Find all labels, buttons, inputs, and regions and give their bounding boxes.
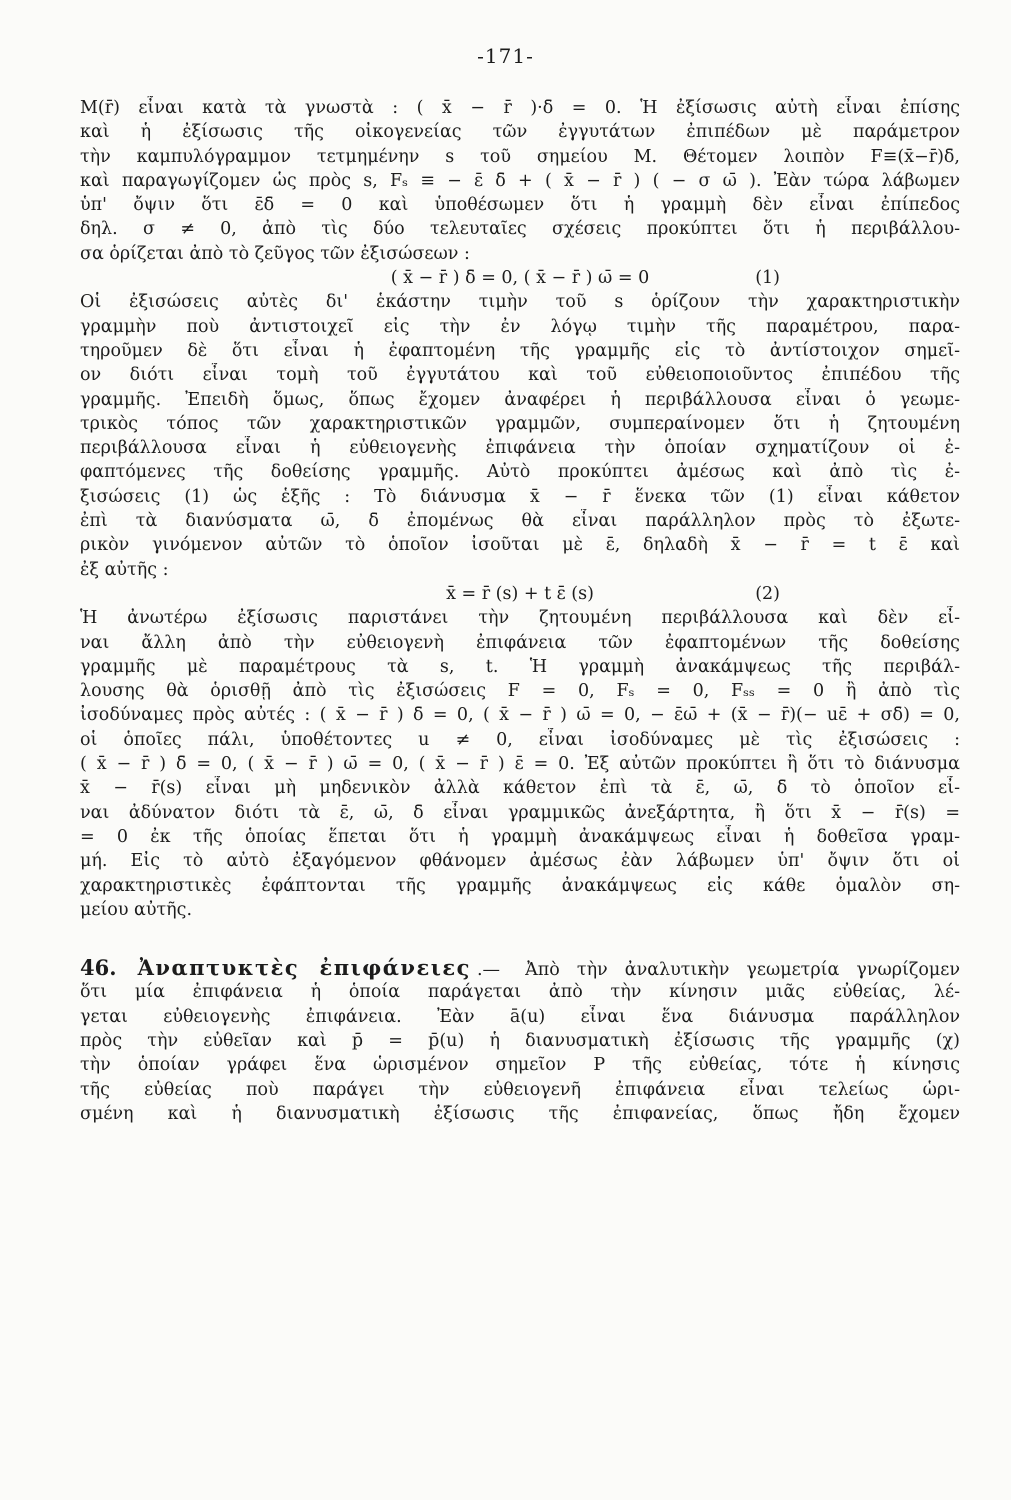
text-line: λουσης θὰ ὁρισθῇ ἀπὸ τὶς ἐξισώσεις F = 0, Fₛ = 0, Fₛₛ = 0 ἢ ἀπὸ τὶς	[80, 681, 960, 702]
text-line: ὅτι μία ἐπιφάνεια ἡ ὁποία παράγεται ἀπὸ τὴν κίνησιν μιᾶς εὐθείας, λέ-	[80, 982, 960, 1003]
text-line: γραμμῆς. Ἐπειδὴ ὅμως, ὅπως ἔχομεν ἀναφέρει ἡ περιβάλλουσα εἶναι ὁ γεωμε-	[80, 389, 960, 410]
equation-2-number: (2)	[755, 583, 780, 604]
section-dash: .—	[476, 960, 501, 981]
text-line: χαρακτηριστικὲς ἐφάπτονται τῆς γραμμῆς ἀνακάμψεως εἰς κάθε ὁμαλὸν ση-	[80, 875, 960, 896]
text-line: Οἱ ἐξισώσεις αὐτὲς δι' ἑκάστην τιμὴν τοῦ s ὁρίζουν τὴν χαρακτηριστικὴν	[80, 292, 960, 313]
text-line: = 0 ἐκ τῆς ὁποίας ἕπεται ὅτι ἡ γραμμὴ ἀνακάμψεως εἶναι ἡ δοθεῖσα γραμ-	[80, 826, 960, 847]
text-line: ὑπ' ὄψιν ὅτι ε̄δ̄ = 0 καὶ ὑποθέσωμεν ὅτι ἡ γραμμὴ δὲν εἶναι ἐπίπεδος	[80, 195, 960, 216]
text-line: σα ὁρίζεται ἀπὸ τὸ ζεῦγος τῶν ἐξισώσεων :	[80, 243, 470, 264]
equation-2-text: x̄ = r̄ (s) + t ε̄ (s)	[446, 583, 594, 604]
text-line: γραμμὴν ποὺ ἀντιστοιχεῖ εἰς τὴν ἐν λόγῳ τιμὴν τῆς παραμέτρου, παρα-	[80, 316, 960, 337]
text-line: Ἡ ἀνωτέρω ἐξίσωσις παριστάνει τὴν ζητουμένη περιβάλλουσα καὶ δὲν εἶ-	[80, 608, 960, 629]
text-line: τηροῦμεν δὲ ὅτι εἶναι ἡ ἐφαπτομένη τῆς γραμμῆς εἰς τὸ ἀντίστοιχον σημεῖ-	[80, 340, 960, 361]
section-title: Ἀναπτυκτὲς ἐπιφάνειες	[137, 956, 471, 981]
section-number: 46.	[80, 956, 117, 981]
text-line: σμένη καὶ ἡ διανυσματικὴ ἐξίσωσις τῆς ἐπιφανείας, ὅπως ἤδη ἔχομεν	[80, 1103, 960, 1124]
text-line: τῆς εὐθείας ποὺ παράγει τὴν εὐθειογενῆ ἐπιφάνεια εἶναι τελείως ὡρι-	[80, 1079, 960, 1100]
text-line: καὶ παραγωγίζομεν ὡς πρὸς s, Fₛ ≡ − ε̄ δ̄ + ( x̄ − r̄ ) ( − σ ω̄ ). Ἐὰν τώρα λάβωμεν	[80, 170, 960, 191]
text-line: οἱ ὁποῖες πάλι, ὑποθέτοντες u ≠ 0, εἶναι ἰσοδύναμες μὲ τὶς ἐξισώσεις :	[80, 729, 960, 750]
text-line: ἐξ αὐτῆς :	[80, 559, 169, 580]
text-line: ον διότι εἶναι τομὴ τοῦ ἐγγυτάτου καὶ τοῦ εὐθειοποιοῦντος ἐπιπέδου τῆς	[80, 365, 960, 386]
text-line: καὶ ἡ ἐξίσωσις τῆς οἰκογενείας τῶν ἐγγυτάτων ἐπιπέδων μὲ παράμετρον	[80, 122, 960, 143]
text-line: μείου αὐτῆς.	[80, 899, 193, 920]
text-line: μή. Εἰς τὸ αὐτὸ ἐξαγόμενον φθάνομεν ἀμέσως ἐὰν λάβωμεν ὑπ' ὄψιν ὅτι οἱ	[80, 851, 960, 872]
section-gap	[80, 922, 960, 956]
text-line: ( x̄ − r̄ ) δ̄ = 0, ( x̄ − r̄ ) ω̄ = 0, ( x̄ − r̄ ) ε̄ = 0. Ἐξ αὐτῶν προκύπτει ἢ ὅτι τὸ διάνυσμα	[80, 754, 960, 775]
text-line: δηλ. σ ≠ 0, ἀπὸ τὶς δύο τελευταῖες σχέσεις προκύπτει ὅτι ἡ περιβάλλου-	[80, 219, 960, 240]
text-line: τὴν ὁποίαν γράφει ἕνα ὡρισμένον σημεῖον P τῆς εὐθείας, τότε ἡ κίνησις	[80, 1055, 960, 1076]
text-line: ἐπὶ τὰ διανύσματα ω̄, δ̄ ἐπομένως θὰ εἶναι παράλληλον πρὸς τὸ ἐξωτε-	[80, 511, 960, 532]
text-line: ἰσοδύναμες πρὸς αὐτές : ( x̄ − r̄ ) δ̄ = 0, ( x̄ − r̄ ) ω̄ = 0, − ε̄ω̄ + (x̄ − r̄)(− uε̄ + σδ̄) = 0,	[80, 705, 960, 726]
text-line: γεται εὐθειογενὴς ἐπιφάνεια. Ἐὰν ā(u) εἶναι ἕνα διάνυσμα παράλληλον	[80, 1006, 960, 1027]
page-number: -171-	[477, 44, 534, 68]
body-text	[80, 96, 960, 1126]
equation-1-number: (1)	[755, 268, 780, 289]
text-line: Μ(r̄) εἶναι κατὰ τὰ γνωστὰ : ( x̄ − r̄ )·δ̄ = 0. Ἡ ἐξίσωσις αὐτὴ εἶναι ἐπίσης	[80, 98, 960, 118]
text-line: πρὸς τὴν εὐθεῖαν καὶ p̄ = p̄(u) ἡ διανυσματικὴ ἐξίσωσις τῆς γραμμῆς (χ)	[80, 1030, 960, 1051]
text-line: γραμμῆς μὲ παραμέτρους τὰ s, t. Ἡ γραμμὴ ἀνακάμψεως τῆς περιβάλ-	[80, 656, 960, 677]
equation-2	[80, 582, 960, 606]
text-line: ναι ἄλλη ἀπὸ τὴν εὐθειογενὴ ἐπιφάνεια τῶν ἐφαπτομένων τῆς δοθείσης	[80, 632, 960, 653]
text-line: x̄ − r̄(s) εἶναι μὴ μηδενικὸν ἀλλὰ κάθετον ἐπὶ τὰ ε̄, ω̄, δ̄ τὸ ὁποῖον εἶ-	[80, 778, 960, 799]
text-line: τὴν καμπυλόγραμμον τετμημένην s τοῦ σημείου Μ. Θέτομεν λοιπὸν F≡(x̄−r̄)δ̄,	[80, 146, 960, 167]
text-line: ναι ἀδύνατον διότι τὰ ε̄, ω̄, δ̄ εἶναι γραμμικῶς ἀνεξάρτητα, ἢ ὅτι x̄ − r̄(s) =	[80, 802, 960, 823]
text-line: ρικὸν γινόμενον αὐτῶν τὸ ὁποῖον ἰσοῦται μὲ ε̄, δηλαδὴ x̄ − r̄ = t ε̄ καὶ	[80, 535, 960, 556]
equation-1	[80, 266, 960, 290]
text-line: περιβάλλουσα εἶναι ἡ εὐθειογενὴς ἐπιφάνεια τὴν ὁποίαν σχηματίζουν οἱ ἐ-	[80, 438, 960, 459]
section-heading-line	[80, 956, 960, 980]
section-first-line-text: Ἀπὸ τὴν ἀναλυτικὴν γεωμετρία γνωρίζομεν	[525, 960, 960, 981]
equation-1-text: ( x̄ − r̄ ) δ̄ = 0, ( x̄ − r̄ ) ω̄ = 0	[390, 268, 650, 289]
text-line: τρικὸς τόπος τῶν χαρακτηριστικῶν γραμμῶν, συμπεραίνομεν ὅτι ἡ ζητουμένη	[80, 413, 960, 434]
text-line: ξισώσεις (1) ὡς ἑξῆς : Τὸ διάνυσμα x̄ − r̄ ἕνεκα τῶν (1) εἶναι κάθετον	[80, 486, 960, 507]
text-line: φαπτόμενες τῆς δοθείσης γραμμῆς. Αὐτὸ προκύπτει ἀμέσως καὶ ἀπὸ τὶς ἐ-	[80, 462, 960, 483]
